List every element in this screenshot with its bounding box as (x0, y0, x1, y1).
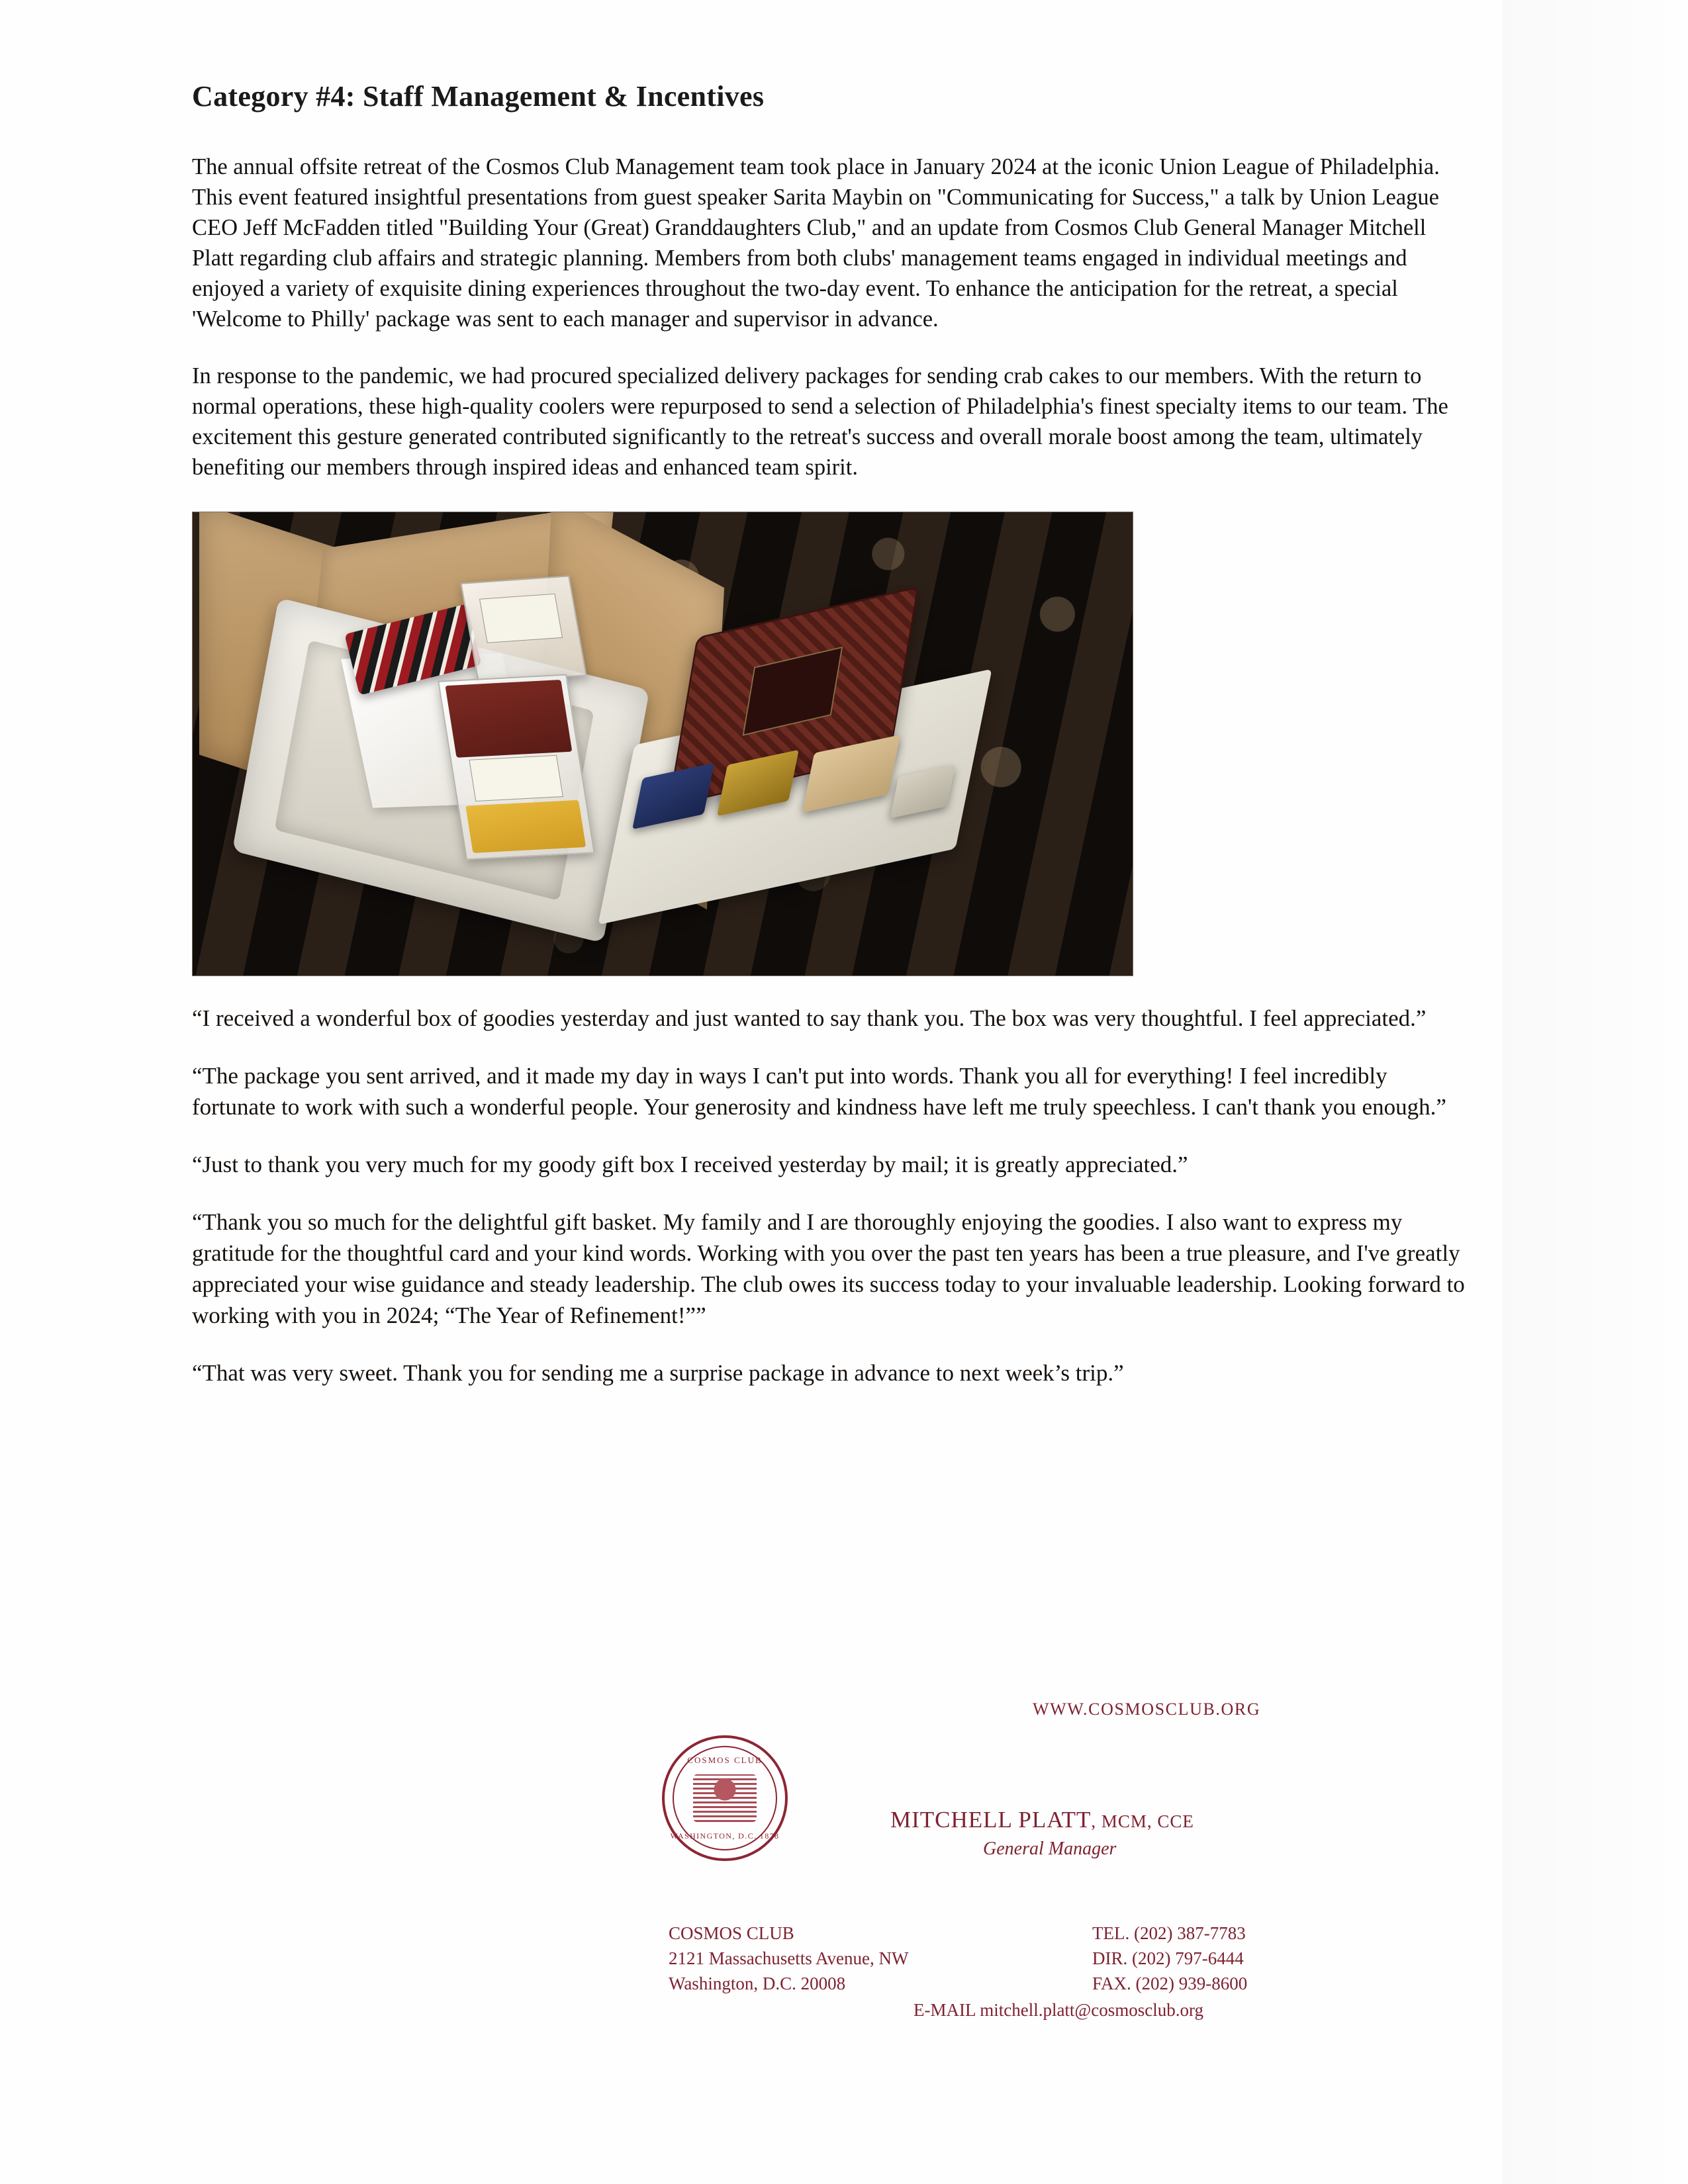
website-url: WWW.COSMOSCLUB.ORG (1033, 1700, 1261, 1719)
testimonial-quote-3: “Just to thank you very much for my goody gift box I received yesterday by mail; it is greatly appreciated.” (192, 1152, 1188, 1177)
seal-crest-icon (693, 1774, 757, 1822)
club-address (669, 1921, 908, 1996)
body-paragraph-1: The annual offsite retreat of the Cosmos Club Management team took place in January 2024 at the iconic Union League of Philadelphia. This event featured insightful presentations from guest speaker Sarita Maybin on "Communicating for Success," a talk by Union League CEO Jeff McFadden titled "Building Your (Great) Granddaughters Club," and an update from Cosmos Club General Manager Mitchell Platt regarding club affairs and strategic planning. Members from both clubs' management teams engaged in individual meetings and enjoyed a variety of exquisite dining experiences throughout the two-day event. To enhance the anticipation for the retreat, a special 'Welcome to Philly' package was sent to each manager and supervisor in advance. (192, 154, 1440, 332)
manager-credentials: , MCM, CCE (1091, 1811, 1194, 1831)
address-line-2: Washington, D.C. 20008 (669, 1974, 846, 1993)
club-seal (662, 1735, 788, 1861)
letterhead-footer (192, 1674, 1470, 2111)
email-address: E-MAIL mitchell.platt@cosmosclub.org (914, 2000, 1204, 2020)
testimonial-quote-5: “That was very sweet. Thank you for sending me a surprise package in advance to next week’s trip.” (192, 1360, 1124, 1386)
cheese-block (465, 800, 586, 853)
product-label (479, 594, 563, 643)
testimonial-quote-4: “Thank you so much for the delightful gift basket. My family and I are thoroughly enjoying the goodies. I also want to express my gratitude for the thoughtful card and your kind words. Working with you over the past ten years has been a true pleasure, and I've greatly appreciated your wise guidance and steady leadership. The club owes its success today to your invaluable leadership. Looking forward to working with you in 2024; “The Year of Refinement!”” (192, 1209, 1465, 1328)
cured-meat (445, 680, 572, 758)
address-line-1: 2121 Massachusetts Avenue, NW (669, 1948, 909, 1968)
club-name: COSMOS CLUB (669, 1923, 794, 1943)
contact-numbers (1092, 1921, 1247, 1996)
fax-number: FAX. (202) 939-8600 (1092, 1974, 1248, 1993)
tin-nameplate (743, 647, 843, 736)
seal-bottom-text: WASHINGTON, D.C. 1878 (670, 1831, 780, 1841)
manager-title: General Manager (983, 1839, 1117, 1859)
direct-number: DIR. (202) 797-6444 (1092, 1948, 1244, 1968)
manager-name-text: MITCHELL PLATT (890, 1807, 1092, 1833)
page-title: Category #4: Staff Management & Incentives (192, 80, 765, 113)
telephone-number: TEL. (202) 387-7783 (1092, 1923, 1246, 1943)
testimonial-quote-2: “The package you sent arrived, and it made my day in ways I can't put into words. Thank you all for everything! I feel incredibly fortunate to work with such a wonderful people. Your generosity and kindness have left me truly speechless. I can't thank you enough.” (192, 1063, 1446, 1120)
seal-top-text: COSMOS CLUB (687, 1755, 763, 1765)
testimonial-quote-1: “I received a wonderful box of goodies yesterday and just wanted to say thank you. The box was very thoughtful. I feel appreciated.” (192, 1005, 1427, 1031)
packaged-item-top (460, 575, 586, 683)
document-body (192, 79, 1470, 1415)
body-paragraph-2: In response to the pandemic, we had procured specialized delivery packages for sending crab cakes to our members. With the return to normal operations, these high-quality coolers were repurposed to send a selection of Philadelphia's finest specialty items to our team. The excitement this gesture generated contributed significantly to the retreat's success and overall morale boost among the team, ultimately benefiting our members through inspired ideas and enhanced team spirit. (192, 363, 1448, 480)
gift-box-photo (192, 512, 1133, 976)
manager-name (890, 1807, 1194, 1833)
product-label (469, 755, 563, 801)
photo-figure (192, 512, 1132, 976)
page-edge-shadow (1503, 0, 1688, 2184)
